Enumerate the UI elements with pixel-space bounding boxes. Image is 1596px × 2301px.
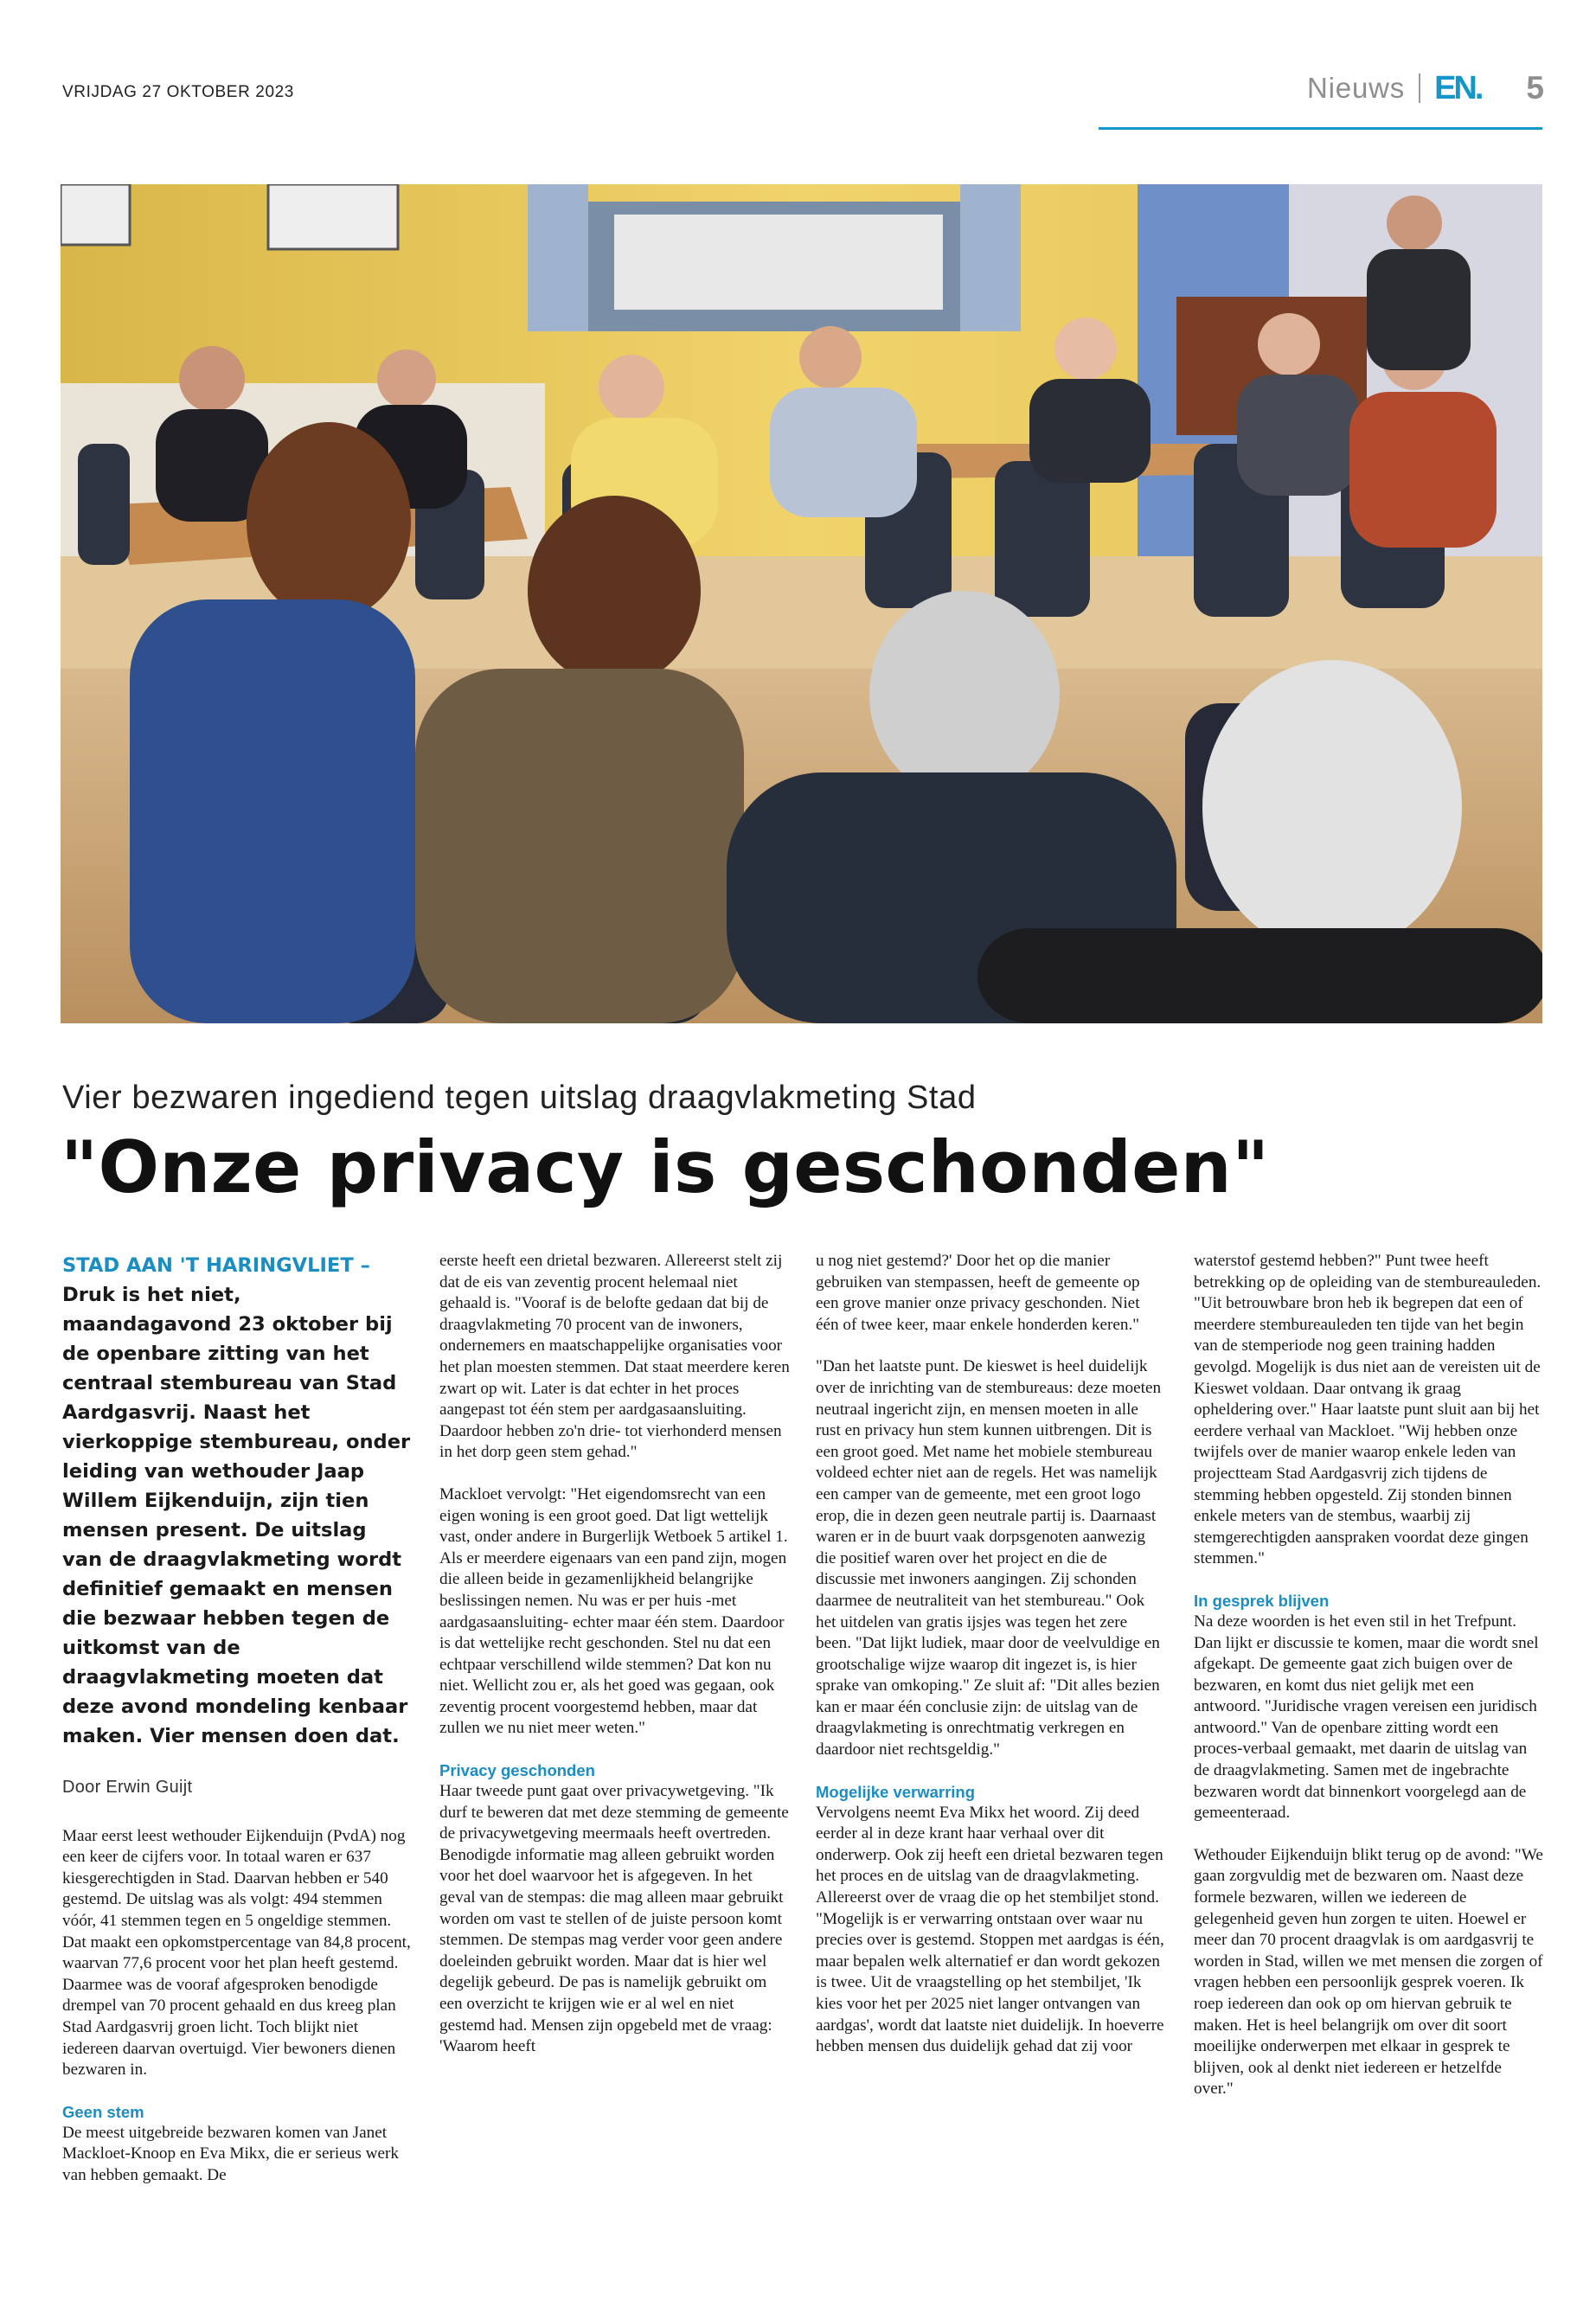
masthead-divider <box>1419 74 1420 103</box>
paragraph: Na deze woorden is het even stil in het Trefpunt. Dan lijkt er discussie te komen, maar die wordt snel afgekapt. De gemeente gaat zich buigen over de bezwaren, en komt dus niet gelijk met een antwoord. "Juridische vragen vereisen een juridisch antwoord." Van de openbare zitting wordt een proces-verbaal gemaakt, met daarin de uitslag van de draagvlakmeting. Samen met de ingebrachte bezwaren wordt dat binnenkort voorgelegd aan de gemeenteraad. <box>1194 1612 1539 1823</box>
paragraph: waterstof gestemd hebben?" Punt twee heeft betrekking op de opleiding van de stembureauleden. "Uit betrouwbare bron heb ik begrepen dat een of meerdere stembureauleden ten tijde van het begin van de stemperiode nog geen training hadden gevolgd. Mogelijk is dus niet aan de vereisten uit de Kieswet voldaan. Daar ontvang ik graag opheldering over." Haar laatste punt sluit aan bij het eerdere verhaal van Mackloet. "Wij hebben onze twijfels over de manier waarop enkele leden van projectteam Stad Aardgasvrij zich tijdens de stemming hebben opgesteld. Zij stonden binnen enkele meters van de stembus, waarbij zij stemgerechtigden aanspraken voordat deze gingen stemmen." <box>1194 1252 1542 1568</box>
paragraph: "Dan het laatste punt. De kieswet is heel duidelijk over de inrichting van de stembureaus: deze moeten neutraal ingericht zijn, en mensen moeten in alle rust en privacy hun stem kunnen uitbrengen. Dit is een groot goed. Met name het mobiele stembureau voldeed echter niet aan de regels. Het was namelijk een camper van de gemeente, met een groot logo erop, die in dezen geen neutrale partij is. Daarnaast waren er in de buurt vaak dorpsgenoten aanwezig die positief waren over het project en die de discussie met inwoners aangingen. Zij schonden daarmee de neutraliteit van het stembureau." Ook het uitdelen van gratis ijsjes was tegen het zere been. "Dat lijkt ludiek, maar door de veelvuldige en grootschalige wijze waarop dit ingezet is, is hier sprake van omkoping." Ze sluit af: "Dit alles bezien kan er maar één conclusie zijn: de uitslag van de draagvlakmeting is onrechtmatig verkregen en daardoor niet rechtsgeldig." <box>816 1357 1162 1759</box>
newspaper-logo: EN. <box>1434 69 1482 106</box>
meeting-photo <box>61 184 1542 1023</box>
paragraph: Wethouder Eijkenduijn blikt terug op de avond: "We gaan zorgvuldig met de bezwaren om. Naast deze formele bezwaren, willen we iedereen de gelegenheid geven hun zorgen te uiten. Hoewel er meer dan 70 procent draagvlak is om aardgasvrij te worden in Stad, willen we met mensen die zorgen of vragen hebben een persoonlijk gesprek voeren. Ik roep iedereen dan ook op om hiervan gebruik te maken. Het is heel belangrijk om over dit soort moeilijke onderwerpen met elkaar in gesprek te blijven, ook al denkt niet iedereen er hetzelfde over." <box>1194 1845 1543 2099</box>
header-rule <box>1099 127 1542 130</box>
dateline: STAD AAN 'T HARINGVLIET – <box>62 1254 370 1277</box>
paragraph: Maar eerst leest wethouder Eijkenduijn (PvdA) nog een keer de cijfers voor. In totaal waren er 637 kiesgerechtigden in Stad. Daarvan hebben er 540 gestemd. De uitslag was als volgt: 494 stemmen vóór, 41 stemmen tegen en 5 ongeldige stemmen. Dat maakt een opkomstpercentage van 84,8 procent, waarvan 77,6 procent voor het plan heeft gestemd. Daarmee was de vooraf afgesproken benodigde drempel van 70 procent gehaald en dus kreeg plan Stad Aardgasvrij groen licht. Toch blijkt niet iedereen daarvan overtuigd. Vier bewoners dienen bezwaren in. <box>62 1826 411 2080</box>
subheading-gesprek: In gesprek blijven <box>1194 1591 1330 1610</box>
page-number: 5 <box>1526 70 1544 106</box>
article-column-3 <box>816 1251 1166 2058</box>
byline: Door Erwin Guijt <box>62 1778 193 1797</box>
paragraph: Vervolgens neemt Eva Mikx het woord. Zij deed eerder al in deze krant haar verhaal over dit onderwerp. Ook zij heeft een drietal bezwaren tegen het proces en de uitslag van de draagvlakmeting. Allereerst over de vraag die op het stembiljet stond. "Mogelijk is er verwarring ontstaan over waar nu precies over is gestemd. Stoppen met aardgas is één, maar bepalen welk alternatief er dan wordt gekozen is twee. Uit de vraagstelling op het stembiljet, 'Ik kies voor het per 2025 niet langer ontvangen van aardgas', wordt dat laatste niet duidelijk. In hoeverre hebben mensen dus duidelijk gehad dat zij voor <box>816 1803 1164 2056</box>
article-column-1 <box>62 1251 413 2187</box>
subheading-geen-stem: Geen stem <box>62 2102 144 2121</box>
paragraph: Haar tweede punt gaat over privacywetgeving. "Ik durf te beweren dat met deze stemming de gemeente de privacywetgeving meermaals heeft overtreden. Benodigde informatie mag alleen gebruikt worden voor het doel waarvoor het is afgegeven. In het geval van de stempas: die mag alleen maar gebruikt worden om vast te stellen of de juiste persoon komt stemmen. De stempas mag verder voor geen andere doeleinden gebruikt worden. Maar dat is hier wel degelijk gebeurd. De pas is namelijk gebruikt om een overzicht te krijgen wie er al wel en niet gestemd had. Mensen zijn opgebeld met de vraag: 'Waarom heeft <box>439 1782 789 2056</box>
paragraph: eerste heeft een drietal bezwaren. Allereerst stelt zij dat de eis van zeventig procent helemaal niet gehaald is. "Vooraf is de belofte gedaan dat bij de draagvlakmeting 70 procent van de inwoners, ondernemers en maatschappelijke organisaties voor het plan moesten stemmen. Dat staat meerdere keren zwart op wit. Later is dat echter in het proces aangepast tot één stem per aardgasaansluiting. Daardoor hebben zo'n drie- tot vierhonderd mensen in het dorp geen stem gehad." <box>439 1252 790 1462</box>
article-intro <box>62 1251 413 1751</box>
issue-date: VRIJDAG 27 OKTOBER 2023 <box>62 83 294 101</box>
article-headline: "Onze privacy is geschonden" <box>61 1125 1270 1209</box>
subheading-privacy: Privacy geschonden <box>439 1761 595 1780</box>
paragraph: u nog niet gestemd?' Door het op die manier gebruiken van stempassen, heeft de gemeente op een grove manier onze privacy geschonden. Niet één of twee keer, maar enkele honderden keren." <box>816 1252 1140 1334</box>
section-name: Nieuws <box>1307 72 1406 104</box>
intro-text: Druk is het niet, maandagavond 23 oktober bij de openbare zitting van het centraal stembureau van Stad Aardgasvrij. Naast het vierkoppige stembureau, onder leiding van wethouder Jaap Willem Eijkenduijn, zijn tien mensen present. De uitslag van de draagvlakmeting wordt definitief gemaakt en mensen die bezwaar hebben tegen de uitkomst van de draagvlakmeting moeten dat deze avond mondeling kenbaar maken. Vier mensen doen dat. <box>62 1284 411 1747</box>
article-column-4 <box>1194 1251 1544 2100</box>
article-column-2 <box>439 1251 790 2058</box>
subheading-verwarring: Mogelijke verwarring <box>816 1782 976 1801</box>
article-kicker: Vier bezwaren ingediend tegen uitslag draagvlakmeting Stad <box>62 1080 977 1116</box>
paragraph: De meest uitgebreide bezwaren komen van Janet Mackloet-Knoop en Eva Mikx, die er serieus werk van hebben gemaakt. De <box>62 2123 399 2184</box>
meeting-photo-image <box>61 184 1542 1023</box>
masthead <box>1307 67 1544 109</box>
paragraph: Mackloet vervolgt: "Het eigendomsrecht van een eigen woning is een groot goed. Dat ligt wettelijk vast, onder andere in Burgerlijk Wetboek 5 artikel 1. Als er meerdere eigenaars van een pand zijn, mogen die alleen beide in gezamenlijkheid belangrijke beslissingen nemen. Nu was er per huis -met aardgasaansluiting- echter maar één stem. Daardoor is dat wettelijke recht geschonden. Stel nu dat een echtpaar verschillend wilde stemmen? Dat kon nu niet. Wellicht zou er, als het goed was gegaan, ook zeventig procent voorgestemd hebben, maar dat zullen we nu niet meer weten." <box>439 1484 788 1738</box>
